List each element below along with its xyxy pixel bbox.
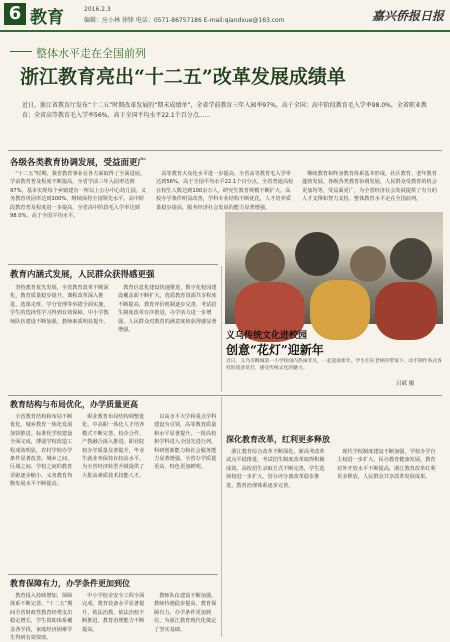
photo-title-line-2: 创意“花灯”迎新年	[226, 343, 324, 357]
section-4-col-2: 中小学校舍安全工程全面完成，教育装备水平显著提升，依法治教、依法治校不断推进，教育治理能力不断提高。	[82, 593, 145, 633]
divider	[8, 574, 218, 575]
section-3-col-1: 全省教育结构和布局不断优化，城乡教育一体化发展加快推进。标准化学校建设全面完成，薄弱学校改造工程成效明显，农村学校办学条件显著改善。城乡之间、区域之间、学校之间的教育差距逐步缩小，义务教育均衡发展水平不断提高。	[10, 414, 73, 488]
section-1-title: 各级各类教育协调发展，受益面更广	[10, 158, 147, 168]
section-1-col-2: 高等教育大众化水平进一步提高，全省高等教育毛入学率达到56%，高于全国平均水平22.1个百分点。全省普通高校在校生人数达到100余万人，研究生教育规模不断扩大。高校办学条件明显改善，学科专业结构不断优化，人才培养质量稳步提高，服务经济社会发展的能力显著增强。	[156, 171, 294, 211]
section-2-body	[10, 284, 218, 392]
email: E-mail:qiandxue@163.com	[203, 17, 285, 24]
section-5-body	[226, 448, 440, 636]
section-name: 教育	[30, 8, 64, 28]
section-2-col-1: 坚持教育优先发展，全省教育改革不断深化，教育质量稳步提升。课程改革深入推进，选课走班、学分管理等举措全面实施，学生的选择性学习得到有效保障。中小学教师队伍建设不断加强，教师素质明显提升。	[10, 285, 109, 325]
section-1-col-3: 继续教育和终身教育体系基本形成，社区教育、老年教育蓬勃发展。各级各类教育协调发展，人民群众受教育的机会更加均等，受益面更广，为全省经济社会发展提供了有力的人才支撑和智力支持，整体教育水平走在全国前列。	[302, 171, 437, 203]
kicker-rule	[10, 51, 32, 52]
header-contact	[84, 15, 285, 24]
section-4-col-3: 教师队伍建设不断加强，教师待遇稳步提高，教育保障有力，办学条件更加到位，为浙江教育现代化奠定了坚实基础。	[154, 593, 217, 633]
column-divider	[221, 266, 222, 392]
section-3-col-2: 职业教育布局结构调整优化，中高职一体化人才培养模式不断完善，校企合作、产教融合深入推进。职业院校办学质量显著提升，毕业生就业率保持在较高水平，为全省经济转型升级提供了大批高素质技术技能人才。	[82, 414, 145, 479]
photo-caption: 近日，义乌市稠城第一小学校园内热闹非凡，一起迎接新年。学生们在老师的带领下，动手制作各式各样的创意花灯，感受传统文化的魅力。	[226, 359, 442, 371]
section-1-col-1: “十二五”时期，我省教育事业在各方面取得了全面进展。学前教育普及程度不断提高，全省学前三年入园率达到97%，基本实现每个乡镇建有一所以上公办中心幼儿园。义务教育巩固率达到100%，继续保持全国领先水平。高中阶段教育普及程度进一步提高，全省高中阶段毛入学率达到98.0%，高于全国平均水平。	[10, 171, 147, 220]
section-3-body	[10, 413, 218, 571]
column-divider	[221, 397, 222, 637]
divider	[8, 150, 442, 151]
kicker: 整体水平走在全国前列	[36, 47, 146, 60]
photo-title-line-1: 义乌传统文化进校园	[226, 331, 308, 341]
divider	[8, 395, 442, 396]
section-4-body	[10, 592, 218, 642]
section-5-title: 深化教育改革，红利更多释放	[226, 434, 330, 444]
section-4-col-1: 教育投入持续增加，保障体系不断完善。“十二五”期间全省财政性教育经费支出稳定增长，学生资助体系覆盖各学段，家庭经济困难学生得到有效资助。	[10, 593, 73, 642]
lead-paragraph: 近日，浙江省教育厅发布“十二五”时期改革发展的“期末成绩单”，全省学前教育三年入园率97%，高于全国；高中阶段教育毛入学率98.0%，全省职业教育；全省高等教育毛入学率56%，高于全国平均水平22.1个百分点……	[22, 102, 427, 119]
section-5-col-1: 浙江教育综合改革不断深化，新高考改革试点平稳推进，考试招生制度改革取得积极成效。高校招生录取方式不断完善，学生选择权进一步扩大。管办评分离改革稳步推进，教育治理体系逐步完善。	[226, 449, 325, 489]
section-3-col-3: 以高水平大学和重点学科建设为引领，高等教育质量和水平显著提升。一批高校和学科进入全国先进行列，科研创新能力和社会服务能力显著增强，全省办学质量更高，特色更加鲜明。	[154, 414, 217, 471]
page-header	[0, 0, 450, 32]
section-4-title: 教育保障有力，办学条件更加到位	[10, 578, 130, 588]
section-3-title: 教育结构与布局优化，办学质量更高	[10, 399, 138, 409]
news-photo	[225, 212, 443, 324]
editor-line: 编辑：应小林 徐锋	[84, 17, 134, 24]
page-number: 6	[4, 3, 26, 25]
photo-credit: 吕斌 摄	[396, 381, 415, 387]
section-2-title: 教育内涵式发展，人民群众获得感更强	[10, 270, 155, 280]
issue-date: 2016.2.3	[84, 6, 111, 13]
divider	[8, 264, 218, 265]
section-2-col-2: 教育信息化建设快速推进，数字化校园建设覆盖面不断扩大，优质教育资源共享程度不断提高。教育评价机制逐步完善，考试招生制度改革有序推进，办学活力进一步增强，人民群众对教育的满意度和获得感显著增强。	[118, 285, 217, 334]
headline: 浙江教育亮出“十二五”改革发展成绩单	[20, 66, 346, 88]
phone: 电话：0571-86757186	[135, 17, 202, 24]
newspaper-name: 嘉兴侨报日报	[371, 9, 444, 23]
section-5-col-2: 现代学校制度建设不断加强，学校办学自主权进一步扩大。民办教育健康发展，教育对外开放水平不断提高，浙江教育改革红利更多释放，人民群众共享改革发展成果。	[337, 449, 436, 481]
